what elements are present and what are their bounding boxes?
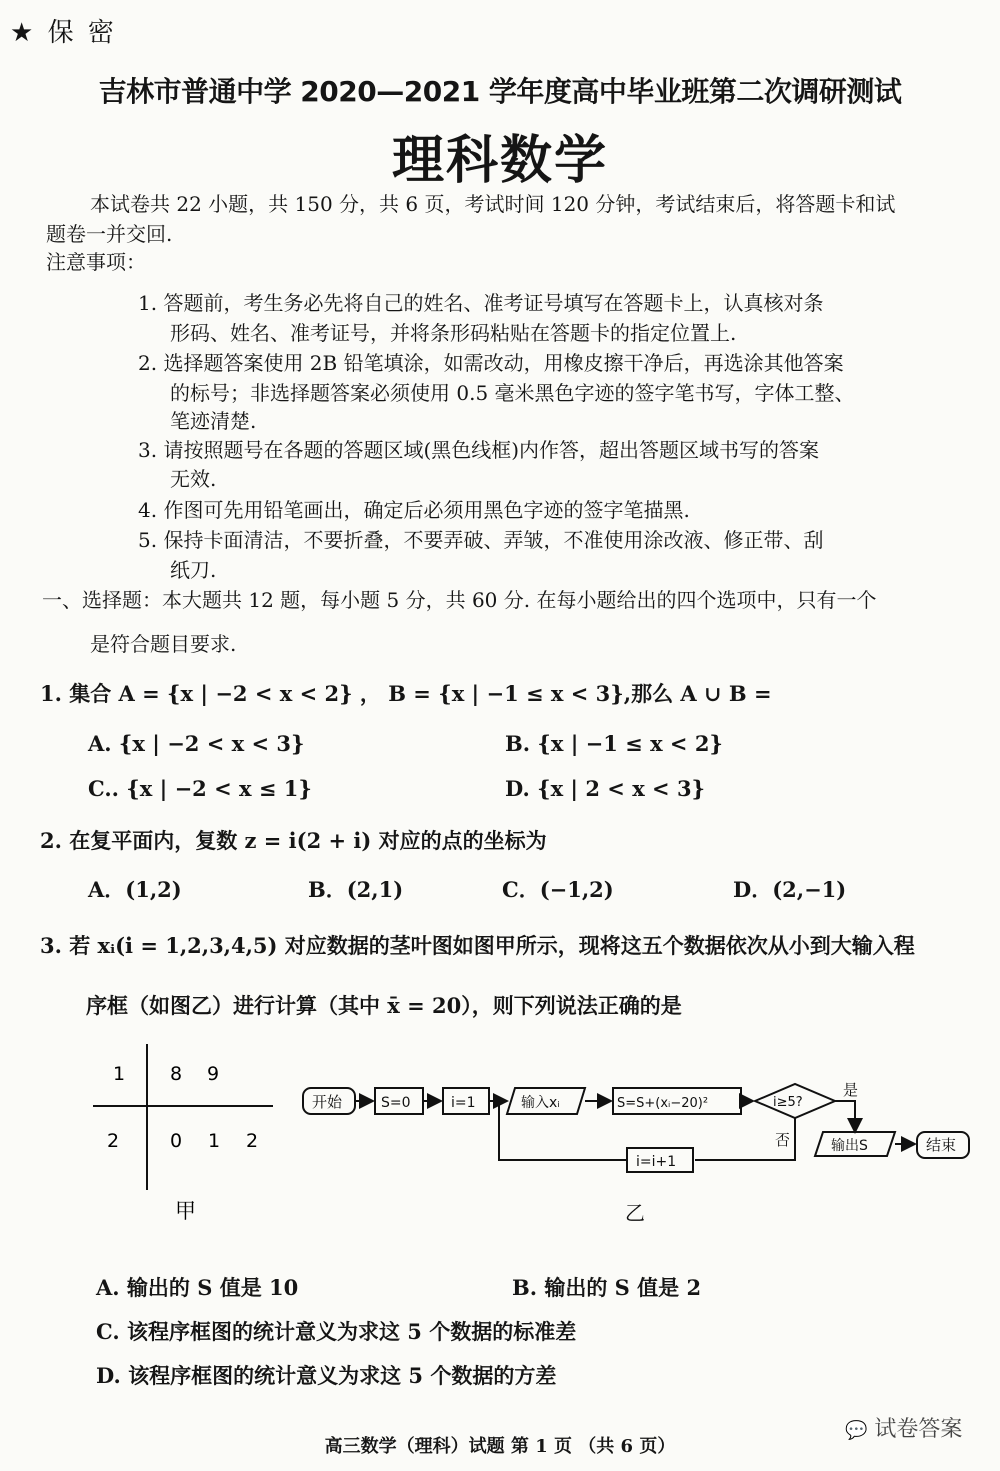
- q3-stem-line-2: 序框（如图乙）进行计算（其中 x̄ = 20），则下列说法正确的是: [86, 993, 682, 1018]
- notice-line: 无效.: [170, 467, 217, 491]
- plot-caption-jia: 甲: [175, 1199, 196, 1223]
- stem-leaf-plot: [85, 1040, 285, 1240]
- watermark-text: 试卷答案: [874, 1417, 963, 1442]
- q3-stem-line-1: 3. 若 xᵢ(i = 1,2,3,4,5) 对应数据的茎叶图如图甲所示，现将这五个数据依次从小到大输入程: [40, 933, 915, 958]
- q1-stem: 1. 集合 A = {x | −2 < x < 2} ， B = {x | −1 ≤ x < 3},那么 A ∪ B =: [40, 681, 772, 706]
- q1-option-b: B. {x | −1 ≤ x < 2}: [505, 731, 723, 756]
- notice-line: 4. 作图可先用铅笔画出，确定后必须用黑色字迹的签字笔描黑.: [138, 498, 690, 522]
- q3-option-b: B. 输出的 S 值是 2: [512, 1275, 702, 1300]
- flow-end: 结束: [926, 1136, 957, 1154]
- stem-1: 1: [113, 1063, 126, 1085]
- leaf-1: 1: [208, 1130, 221, 1152]
- notice-title: 注意事项：: [46, 250, 146, 274]
- flow-s0: S=0: [381, 1095, 411, 1111]
- q2-stem: 2. 在复平面内，复数 z = i(2 + i) 对应的点的坐标为: [40, 828, 547, 853]
- q2-option-d: D．(2,−1): [733, 877, 847, 902]
- flow-output: 输出S: [831, 1138, 868, 1154]
- intro-line-2: 题卷一并交回.: [46, 222, 173, 246]
- flow-no: 否: [775, 1131, 791, 1149]
- q2-option-c: C．(−1,2): [502, 877, 614, 902]
- wechat-icon: 💬: [845, 1420, 868, 1441]
- program-flowchart: [295, 1070, 975, 1230]
- q1-option-a: A. {x | −2 < x < 3}: [88, 731, 305, 756]
- leaf-8: 8: [170, 1063, 183, 1085]
- flow-input: 输入xᵢ: [521, 1095, 560, 1111]
- notice-line: 笔迹清楚.: [170, 409, 257, 433]
- flow-increment: i=i+1: [636, 1154, 677, 1170]
- leaf-9: 9: [207, 1063, 220, 1085]
- q3-option-d: D. 该程序框图的统计意义为求这 5 个数据的方差: [96, 1363, 557, 1388]
- notice-line: 5. 保持卡面清洁，不要折叠，不要弄破、弄皱，不准使用涂改液、修正带、刮: [138, 528, 824, 552]
- flow-yes: 是: [843, 1081, 859, 1099]
- notice-line: 1. 答题前，考生务必先将自己的姓名、准考证号填写在答题卡上，认真核对条: [138, 291, 824, 315]
- flow-caption-yi: 乙: [625, 1201, 645, 1225]
- q1-option-d: D. {x | 2 < x < 3}: [505, 776, 706, 801]
- flow-start: 开始: [312, 1093, 343, 1111]
- q1-option-c: C.. {x | −2 < x ≤ 1}: [88, 776, 312, 801]
- exam-title: 吉林市普通中学 2020—2021 学年度高中毕业班第二次调研测试: [98, 75, 902, 108]
- intro-line-1: 本试卷共 22 小题，共 150 分，共 6 页，考试时间 120 分钟，考试结束后，将答题卡和试: [90, 192, 896, 216]
- notice-line: 的标号；非选择题答案必须使用 0.5 毫米黑色字迹的签字笔书写，字体工整、: [170, 381, 855, 405]
- leaf-2: 2: [246, 1130, 259, 1152]
- confidential-mark: ★ 保 密: [10, 18, 117, 48]
- page-footer: 高三数学（理科）试题 第 1 页 （共 6 页）: [324, 1436, 676, 1457]
- q3-option-c: C. 该程序框图的统计意义为求这 5 个数据的标准差: [96, 1319, 577, 1344]
- notice-line: 3. 请按照题号在各题的答题区域(黑色线框)内作答，超出答题区域书写的答案: [138, 438, 820, 462]
- stem-2: 2: [107, 1130, 120, 1152]
- section-heading-line-2: 是符合题目要求.: [90, 632, 237, 656]
- notice-line: 2. 选择题答案使用 2B 铅笔填涂，如需改动，用橡皮擦干净后，再选涂其他答案: [138, 351, 844, 375]
- notice-line: 形码、姓名、准考证号，并将条形码粘贴在答题卡的指定位置上.: [170, 321, 737, 345]
- flow-i1: i=1: [451, 1095, 476, 1111]
- q2-option-a: A．(1,2): [88, 877, 182, 902]
- subject-title: 理科数学: [391, 130, 608, 191]
- q2-option-b: B．(2,1): [308, 877, 404, 902]
- section-heading-line-1: 一、选择题：本大题共 12 题，每小题 5 分，共 60 分. 在每小题给出的四个选项中，只有一个: [42, 588, 877, 612]
- flow-update: S=S+(xᵢ−20)²: [617, 1096, 709, 1111]
- notice-line: 纸刀.: [170, 558, 217, 582]
- leaf-0: 0: [170, 1130, 183, 1152]
- flow-condition: i≥5?: [773, 1095, 803, 1110]
- q3-option-a: A. 输出的 S 值是 10: [96, 1275, 299, 1300]
